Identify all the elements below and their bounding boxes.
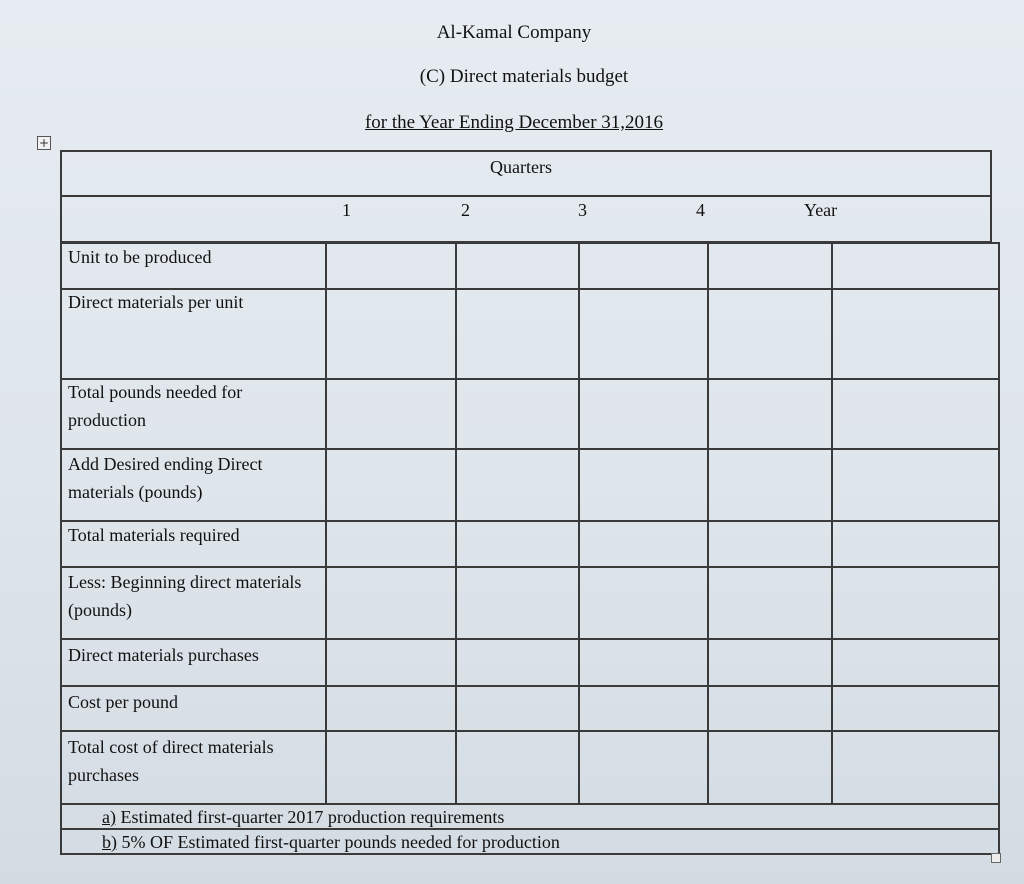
table-cell[interactable] — [459, 689, 574, 726]
column-header-quarter-1: 1 — [342, 200, 351, 220]
footnote-marker: a) — [102, 807, 116, 827]
table-row-line — [60, 828, 998, 830]
row-label: Cost per pound — [68, 692, 178, 712]
table-cell[interactable] — [711, 246, 827, 284]
row-label: Add Desired ending Direct materials (pounds) — [68, 454, 263, 502]
company-name: Al-Kamal Company — [436, 22, 592, 43]
table-cell[interactable] — [329, 734, 451, 799]
table-row-line — [60, 638, 998, 640]
table-cell[interactable] — [582, 570, 703, 634]
table-resize-handle-icon[interactable] — [991, 853, 1001, 863]
table-cell[interactable] — [835, 689, 994, 726]
table-column-line — [998, 803, 1000, 854]
table-cell[interactable] — [329, 246, 451, 284]
footnote-text: 5% OF Estimated first-quarter pounds needed for production — [117, 832, 560, 852]
row-label: Unit to be produced — [68, 247, 212, 267]
table-cell[interactable] — [711, 292, 827, 374]
footnote-text: Estimated first-quarter 2017 production requirements — [115, 807, 505, 827]
footnote-marker: b) — [102, 832, 117, 852]
table-border-line — [990, 150, 992, 242]
table-cell[interactable] — [459, 382, 574, 444]
table-column-line — [578, 242, 580, 804]
table-cell[interactable] — [459, 734, 574, 799]
table-row-line — [60, 730, 998, 732]
table-cell[interactable] — [459, 246, 574, 284]
row-label: Less: Beginning direct materials (pounds) — [68, 572, 302, 620]
row-label: Direct materials per unit — [68, 292, 244, 312]
table-cell[interactable] — [835, 642, 994, 681]
table-cell[interactable] — [711, 382, 827, 444]
table-cell[interactable] — [329, 570, 451, 634]
table-cell[interactable] — [835, 524, 994, 562]
table-column-line — [707, 242, 709, 804]
table-cell[interactable] — [329, 689, 451, 726]
row-label: Direct materials purchases — [68, 645, 259, 665]
table-cell[interactable] — [582, 689, 703, 726]
table-cell[interactable] — [459, 292, 574, 374]
table-cell[interactable] — [835, 292, 994, 374]
table-cell[interactable] — [582, 246, 703, 284]
footnote — [102, 832, 560, 852]
table-border-line — [60, 195, 990, 197]
table-cell[interactable] — [329, 524, 451, 562]
table-move-handle-icon[interactable]: + — [38, 136, 50, 150]
table-cell[interactable] — [459, 642, 574, 681]
table-cell[interactable] — [329, 452, 451, 516]
table-row-line — [60, 853, 998, 855]
row-label: Total cost of direct materials purchases — [68, 737, 274, 785]
column-header-quarter-3: 3 — [578, 200, 587, 220]
table-cell[interactable] — [835, 734, 994, 799]
row-label: Total materials required — [68, 525, 240, 545]
table-cell[interactable] — [835, 246, 994, 284]
table-cell[interactable] — [329, 382, 451, 444]
table-row-line — [60, 803, 998, 805]
column-header-quarter-4: 4 — [696, 200, 705, 220]
column-header-year: Year — [804, 200, 838, 220]
column-header-quarter-2: 2 — [461, 200, 470, 220]
table-cell[interactable] — [582, 734, 703, 799]
table-cell[interactable] — [582, 292, 703, 374]
table-cell[interactable] — [835, 570, 994, 634]
table-cell[interactable] — [835, 382, 994, 444]
table-cell[interactable] — [582, 642, 703, 681]
table-cell[interactable] — [711, 689, 827, 726]
table-column-line — [60, 242, 62, 804]
table-cell[interactable] — [459, 570, 574, 634]
table-column-line — [60, 803, 62, 854]
table-cell[interactable] — [582, 382, 703, 444]
table-cell[interactable] — [711, 524, 827, 562]
table-cell[interactable] — [711, 452, 827, 516]
table-cell[interactable] — [711, 570, 827, 634]
budget-title: (C) Direct materials budget — [419, 66, 629, 87]
table-cell[interactable] — [459, 452, 574, 516]
table-column-line — [831, 242, 833, 804]
footnote — [102, 807, 504, 827]
table-column-line — [455, 242, 457, 804]
table-row-line — [60, 685, 998, 687]
table-cell[interactable] — [711, 734, 827, 799]
table-border-line — [60, 150, 62, 242]
table-cell[interactable] — [835, 452, 994, 516]
table-column-line — [325, 242, 327, 804]
budget-period: for the Year Ending December 31,2016 — [364, 112, 664, 133]
quarters-header: Quarters — [490, 157, 552, 177]
table-cell[interactable] — [711, 642, 827, 681]
table-column-line — [998, 242, 1000, 804]
table-border-line — [60, 150, 990, 152]
table-cell[interactable] — [459, 524, 574, 562]
table-cell[interactable] — [582, 524, 703, 562]
table-cell[interactable] — [329, 642, 451, 681]
table-cell[interactable] — [582, 452, 703, 516]
row-label: Total pounds needed for production — [68, 382, 243, 430]
table-cell[interactable] — [329, 292, 451, 374]
